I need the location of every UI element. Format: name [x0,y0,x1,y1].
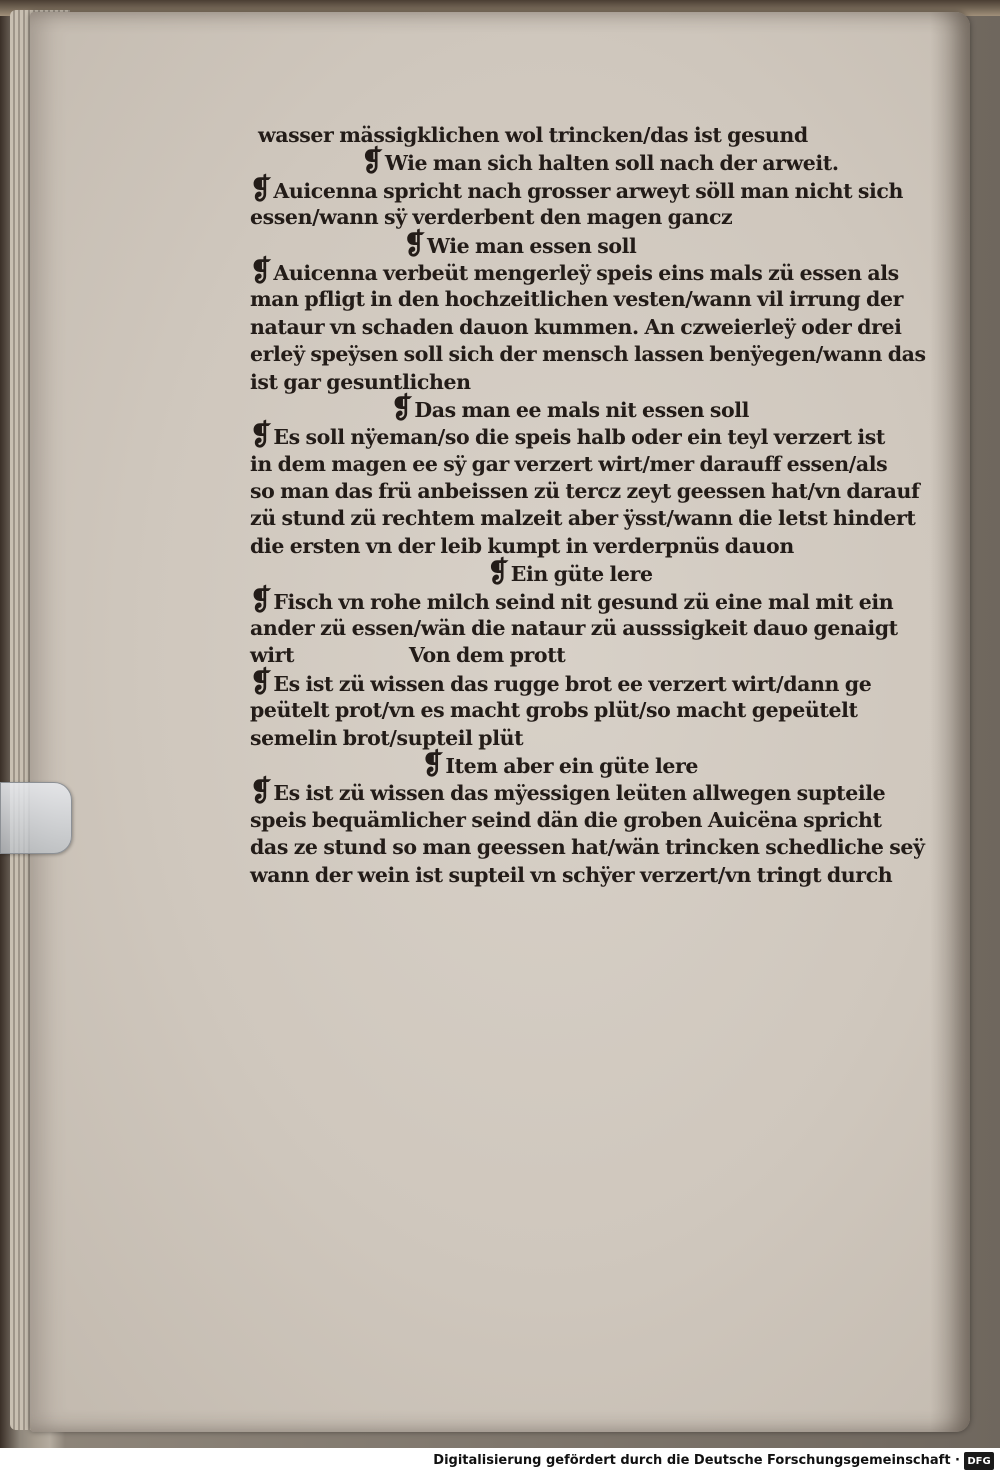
text-line: nataur vn schaden dauon kummen. An czweierleÿ oder drei [250,314,902,339]
text-line: ander zü essen/wän die nataur zü ausssigkeit dauo genaigt [250,616,898,641]
text-line: essen/wann sÿ verderbent den magen gancz [250,205,733,230]
text-line: die ersten vn der leib kumpt in verderpnüs dauon [250,533,794,558]
section-heading: ❡Ein güte lere [487,556,653,590]
page-clip [0,782,72,854]
text-line: wann der wein ist supteil vn schÿer verzert/vn tringt durch [250,862,893,887]
dfg-logo: DFG [964,1452,994,1470]
page-text [250,122,926,889]
footer-bar [0,1448,1000,1475]
text-line: erleÿ speÿsen soll sich der mensch lassen benÿegen/wann das [250,342,926,367]
text-line: ❡Es ist zü wissen das mÿessigen leüten allwegen supteile [250,775,886,809]
text-line: ❡Es soll nÿeman/so die speis halb oder ein teyl verzert ist [250,419,885,453]
text-line: peütelt prot/vn es macht grobs plüt/so macht gepeütelt [250,698,858,723]
section-heading: ❡Item aber ein güte lere [421,748,699,782]
pilcrow-mark: ❡ [250,419,272,453]
pilcrow-mark: ❡ [250,775,272,809]
pilcrow-mark: ❡ [390,392,413,426]
funding-credit: Digitalisierung gefördert durch die Deutsche Forschungsgemeinschaft · [433,1453,960,1468]
text-line: semelin brot/supteil plüt [250,725,524,750]
text-line: wasser mässigklichen wol trincken/das ist gesund [258,123,808,147]
pilcrow-mark: ❡ [250,173,272,207]
text-line: ❡Auicenna verbeüt mengerleÿ speis eins mals zü essen als [250,255,899,289]
text-line: in dem magen ee sÿ gar verzert wirt/mer darauff essen/als [250,451,888,476]
text-line: ❡Fisch vn rohe milch seind nit gesund zü eine mal mit ein [250,584,894,618]
text-line: ❡Es ist zü wissen das rugge brot ee verzert wirt/dann ge [250,666,872,700]
page-gutter-shadow [930,12,970,1432]
text-line: speis bequämlicher seind dän die groben Auicëna spricht [250,807,882,832]
text-line: so man das frü anbeissen zü tercz zeyt geessen hat/vn darauf [250,479,920,504]
section-heading: ❡Wie man sich halten soll nach der arweit. [361,145,839,179]
pilcrow-mark: ❡ [421,748,444,782]
pilcrow-mark: ❡ [250,584,272,618]
text-line: ❡Auicenna spricht nach grosser arweyt söll man nicht sich [250,173,904,207]
text-line: ist gar gesuntlichen [250,369,471,394]
text-line: das ze stund so man geessen hat/wän trincken schedliche seÿ [250,835,925,860]
section-heading: ❡Das man ee mals nit essen soll [390,392,750,426]
pilcrow-mark: ❡ [487,556,509,590]
pilcrow-mark: ❡ [250,255,272,289]
pilcrow-mark: ❡ [250,666,272,700]
text-line: wirt Von dem prott [250,643,566,668]
pilcrow-mark: ❡ [403,227,425,261]
text-line: zü stund zü rechtem malzeit aber ÿsst/wann die letst hindert [250,506,916,531]
pilcrow-mark: ❡ [361,145,383,179]
text-line: man pfligt in den hochzeitlichen vesten/wann vil irrung der [250,287,904,312]
section-heading: ❡Wie man essen soll [403,227,637,261]
